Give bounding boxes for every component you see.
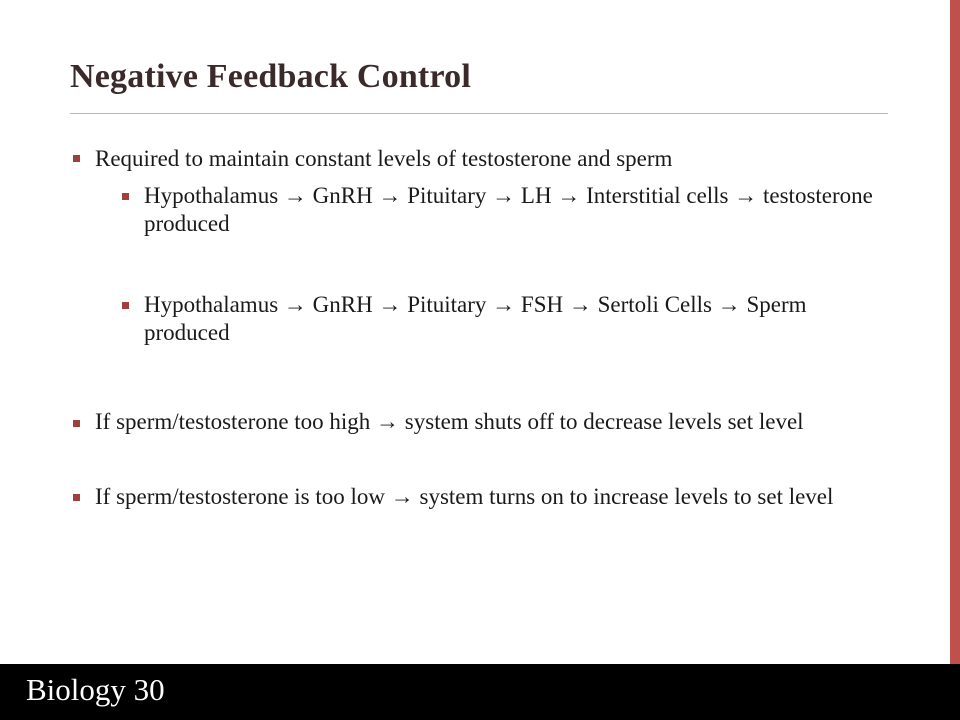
course-label: Biology 30: [26, 672, 165, 707]
accent-side-bar: [950, 0, 960, 664]
sub-bullet-text: Hypothalamus → GnRH → Pituitary → LH → Interstitial cells → testosterone produced: [144, 183, 873, 236]
sub-bullet-marker: [122, 193, 129, 200]
footer-bar: [0, 664, 960, 720]
bullet-text: If sperm/testosterone is too low → system turns on to increase levels to set level: [95, 484, 834, 509]
bullet-text: If sperm/testosterone too high → system shuts off to decrease levels set level: [95, 409, 804, 434]
sub-bullet-text: Hypothalamus → GnRH → Pituitary → FSH → Sertoli Cells → Sperm produced: [144, 292, 807, 345]
bullet-marker: [73, 494, 80, 501]
bullet-marker: [73, 155, 80, 162]
sub-bullet-marker: [122, 302, 129, 309]
slide-title: Negative Feedback Control: [70, 58, 471, 95]
title-divider: [70, 113, 888, 114]
bullet-text: Required to maintain constant levels of testosterone and sperm: [95, 146, 673, 171]
bullet-marker: [73, 420, 80, 427]
